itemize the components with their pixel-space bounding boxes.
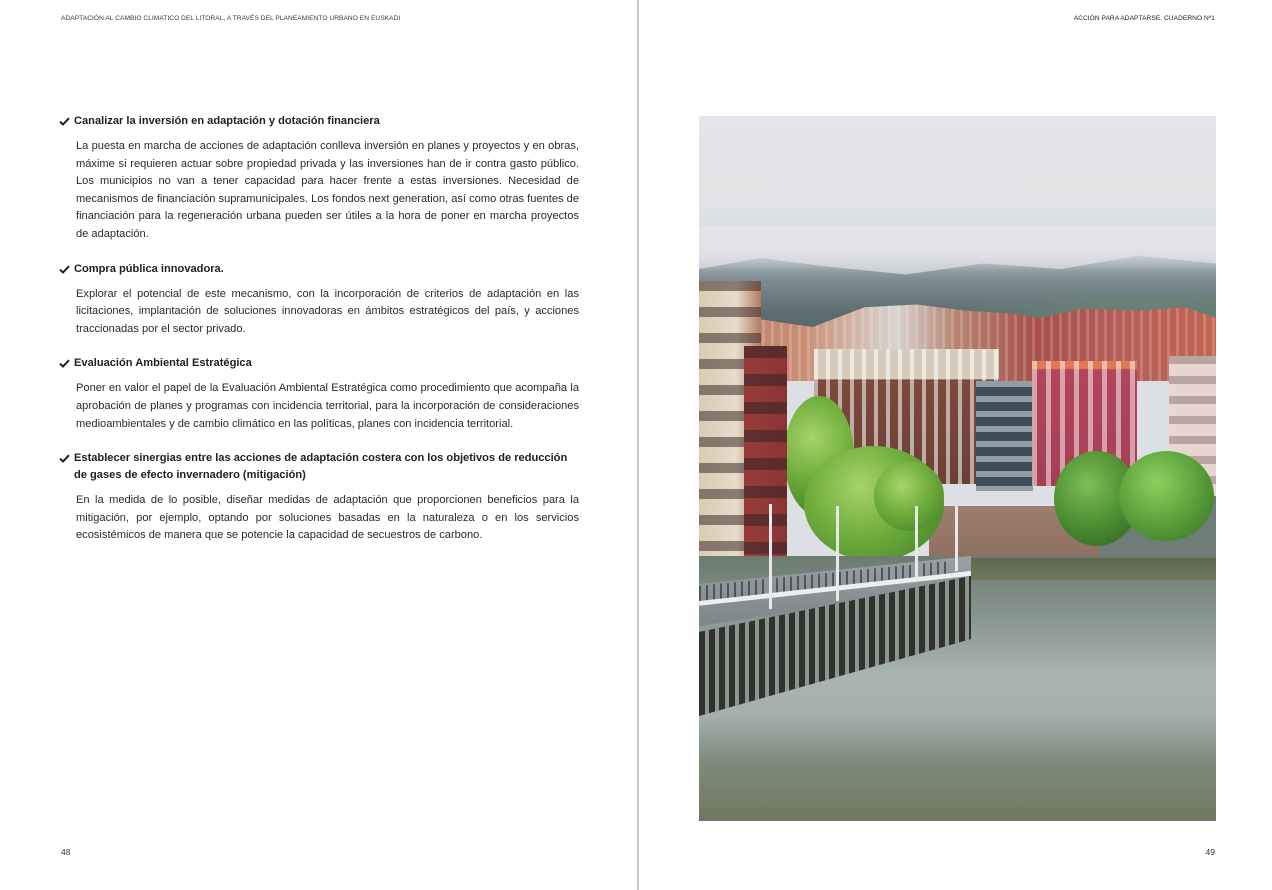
checklist-item-title: Compra pública innovadora.: [74, 262, 224, 275]
checklist-item-title: Canalizar la inversión en adaptación y dotación financiera: [74, 115, 380, 127]
checkmark-icon: [59, 355, 74, 372]
right-page: [639, 0, 1272, 890]
running-header-left: ADAPTACIÓN AL CAMBIO CLIMATICO DEL LITORAL, A TRAVÉS DEL PLANEAMIENTO URBANO EN EUSKADI: [61, 15, 401, 22]
checklist-item-body: En la medida de lo posible, diseñar medidas de adaptación que proporcionen beneficios para la mitigación, por ejemplo, optando por soluciones basadas en la naturaleza o en los servicios ecosistémicos de manera que se potencie la capacidad de secuestros de carbono.: [76, 494, 579, 542]
riverside-city-photo: [699, 116, 1216, 821]
checklist-item: [59, 261, 579, 339]
checklist-item: [59, 355, 579, 433]
checklist-item: [59, 113, 579, 244]
checklist-item-heading: [59, 355, 579, 372]
checklist-item-heading: [59, 261, 579, 278]
page-number-left: 48: [61, 847, 71, 857]
checklist-item-title: Establecer sinergias entre las acciones de adaptación costera con los objetivos de reducción de gases de efecto invernadero (mitigación): [74, 452, 568, 482]
checklist-item-body: La puesta en marcha de acciones de adaptación conlleva inversión en planes y proyectos y en obras, máxime si requieren actuar sobre propiedad privada y las inversiones han de ir contra gasto público. Los municipios no van a tener capacidad para hacer frente a estas inversiones. Necesidad de mecanismos de financiación supramunicipales. Los fondos next generation, así como otras fuentes de financiación para la regeneración urbana pueden ser útiles a la hora de poner en marcha proyectos de adaptación.: [76, 140, 579, 240]
checklist-item: [59, 450, 579, 545]
street-lamp: [836, 506, 839, 601]
checklist-item-heading: [59, 450, 579, 484]
river-area: [699, 116, 1216, 821]
street-lamp: [769, 504, 772, 609]
checklist-item-body: Poner en valor el papel de la Evaluación Ambiental Estratégica como procedimiento que acompaña la aprobación de planes y programas con incidencia territorial, para la incorporación de consideraciones medioambientales y de cambio climático en las políticas, planes con incidencia territorial.: [76, 382, 579, 430]
street-lamp: [915, 506, 918, 581]
checklist: [59, 113, 579, 562]
checklist-item-body: Explorar el potencial de este mecanismo, con la incorporación de criterios de adaptación en las licitaciones, implantación de soluciones innovadoras en ámbitos estratégicos del país, y acciones traccionadas por el sector privado.: [76, 287, 579, 335]
checkmark-icon: [59, 450, 74, 467]
running-header-right: ACCIÓN PARA ADAPTARSE. CUADERNO Nº1: [1073, 15, 1215, 22]
checklist-item-title: Evaluación Ambiental Estratégica: [74, 357, 252, 370]
street-lamp: [955, 506, 958, 571]
page-number-right: 49: [1205, 847, 1215, 857]
checkmark-icon: [59, 113, 74, 130]
far-river-bank: [969, 558, 1216, 580]
checklist-item-heading: [59, 113, 579, 130]
checkmark-icon: [59, 261, 74, 278]
